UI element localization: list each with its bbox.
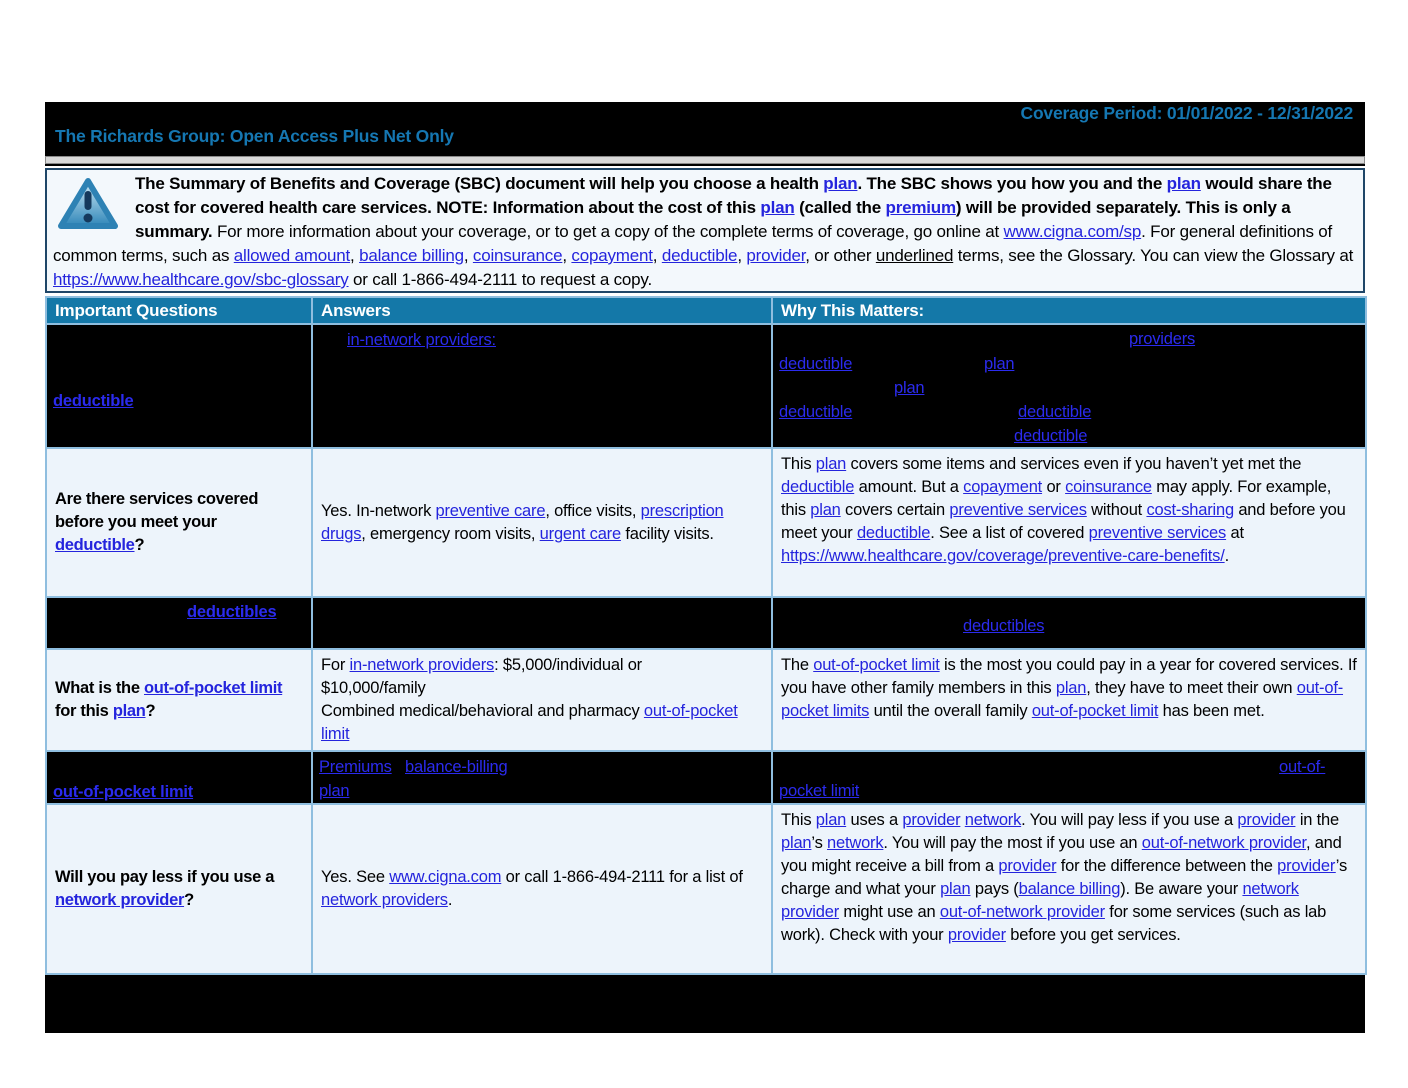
text-segment: or call 1-866-494-2111 to request a copy. <box>348 270 652 289</box>
redacted-term-link[interactable]: deductibles <box>963 617 1045 635</box>
term-link[interactable]: plan <box>760 198 795 217</box>
text-segment: might use an <box>839 903 940 921</box>
text-segment: (called the <box>794 198 886 217</box>
text-segment: For more information about your coverage, or to get a copy of the complete terms of coverage, go online at <box>216 222 1004 241</box>
redacted-term-link[interactable]: plan <box>894 379 925 397</box>
term-link[interactable]: preventive services <box>1088 524 1227 542</box>
text-segment: , <box>652 246 662 265</box>
text-segment: for some services (such as lab work). Check with your <box>781 903 1327 944</box>
text-segment: , <box>350 246 360 265</box>
text-segment: has been met. <box>1158 702 1265 720</box>
term-link[interactable]: plan <box>823 174 858 193</box>
text-segment: ). Be aware your <box>1120 880 1243 898</box>
cell-why-network-provider <box>772 804 1366 974</box>
term-link[interactable]: prescription drugs <box>321 501 724 543</box>
row-out-of-pocket-limit <box>46 649 1366 751</box>
cell-why-deductible <box>772 324 1366 448</box>
term-link[interactable]: premium <box>885 198 956 217</box>
text-segment: ? <box>145 702 156 720</box>
text-segment: ’s <box>811 834 828 852</box>
plan-title: The Richards Group: Open Access Plus Net Only <box>55 126 454 146</box>
term-link[interactable]: provider <box>1277 857 1336 875</box>
text-segment: Yes. In-network <box>321 501 436 520</box>
document-page <box>45 102 1365 1033</box>
redacted-term-link[interactable]: out-of- <box>1279 758 1326 776</box>
text-segment: . <box>447 891 453 909</box>
cell-answer-out-of-pocket-limit <box>312 649 772 751</box>
term-link[interactable]: balance billing <box>359 246 464 265</box>
redacted-term-link[interactable]: deductible <box>1014 427 1088 445</box>
term-link[interactable]: coinsurance <box>1065 478 1152 496</box>
text-segment: , <box>737 246 747 265</box>
text-segment: , or other <box>805 246 876 265</box>
redacted-term-link[interactable]: deductible <box>1018 403 1092 421</box>
table-header-row <box>46 297 1366 324</box>
text-segment: The Summary of Benefits and Coverage (SBC) document will help you choose a health <box>135 174 824 193</box>
text-segment: , <box>562 246 572 265</box>
row-not-in-out-of-pocket-redacted <box>46 751 1366 804</box>
redacted-term-link[interactable]: providers <box>1129 330 1196 348</box>
coverage-period: Coverage Period: 01/01/2022 - 12/31/2022 <box>1020 103 1353 123</box>
cell-question-out-of-pocket-limit <box>46 649 312 751</box>
term-link[interactable]: coinsurance <box>472 246 563 265</box>
text-segment: facility visits. <box>620 524 714 543</box>
cell-question-services-before-deductible <box>46 448 312 597</box>
text-segment: for the difference between the <box>1056 857 1278 875</box>
text-segment: pays ( <box>970 880 1019 898</box>
redacted-term-link[interactable]: balance-billing <box>405 758 508 776</box>
text-segment: and before you meet your <box>781 501 1346 542</box>
redacted-term-link[interactable]: out-of-pocket limit <box>53 783 194 801</box>
text-segment: for this <box>55 702 113 720</box>
text-segment: For <box>321 656 350 674</box>
term-link[interactable]: network providers <box>321 891 448 909</box>
term-link[interactable]: www.cigna.com/sp <box>1003 222 1142 241</box>
col-header-answers: Answers <box>312 297 772 324</box>
term-link[interactable]: provider <box>746 246 806 265</box>
term-link[interactable]: www.cigna.com <box>389 868 502 886</box>
term-link[interactable]: deductible <box>781 478 855 496</box>
row-deductible-redacted <box>46 324 1366 448</box>
text-segment: in the <box>1295 811 1339 829</box>
text-segment: . See a list of covered <box>930 524 1089 542</box>
text-segment: or <box>1042 478 1066 496</box>
text-segment: ) will be provided separately. This is only a summary. <box>135 198 1291 241</box>
text-segment: may apply. For example, this <box>781 478 1332 519</box>
text-segment: without <box>1086 501 1147 519</box>
col-header-important-questions: Important Questions <box>46 297 312 324</box>
redacted-term-link[interactable]: deductible <box>779 355 853 373</box>
term-link[interactable]: copayment <box>571 246 653 265</box>
redacted-term-link[interactable]: deductible <box>779 403 853 421</box>
term-link[interactable]: in-network providers <box>349 656 495 674</box>
term-link[interactable]: out-of-network provider <box>1141 834 1306 852</box>
text-segment: covers some items and services even if you haven’t yet met the <box>846 455 1302 473</box>
cell-question-deductible <box>46 324 312 448</box>
term-link[interactable]: provider <box>902 811 961 829</box>
text-segment: , and you might receive a bill from a <box>781 834 1342 875</box>
row-deductibles-redacted <box>46 597 1366 649</box>
text-segment: is the most you could pay in a year for covered services. If you have other family members in this <box>781 656 1357 697</box>
term-link[interactable]: plan <box>1055 679 1087 697</box>
text-segment: before you get services. <box>1005 926 1181 944</box>
redacted-term-link[interactable]: deductible <box>53 392 134 410</box>
term-link[interactable]: balance billing <box>1018 880 1121 898</box>
text-segment: Combined medical/behavioral and pharmacy <box>321 702 644 720</box>
redacted-term-link[interactable]: Premiums <box>319 758 392 776</box>
warning-icon <box>57 175 119 231</box>
text-segment: uses a <box>846 811 903 829</box>
text-segment: What is the <box>55 679 144 697</box>
text-segment: ’s charge and what your <box>781 857 1347 898</box>
cell-answer-network-provider <box>312 804 772 974</box>
cell-answer-other-deductibles <box>312 597 772 649</box>
title-band <box>45 102 1365 166</box>
text-segment: $10,000/family <box>321 679 426 697</box>
row-network-provider <box>46 804 1366 974</box>
term-link[interactable]: plan <box>810 501 841 519</box>
text-segment: , <box>463 246 473 265</box>
term-link[interactable]: provider <box>947 926 1006 944</box>
redacted-term-link[interactable]: plan <box>319 782 350 800</box>
notice-text <box>53 174 1353 289</box>
text-segment: . The SBC shows you how you and the <box>857 174 1167 193</box>
term-link[interactable]: deductible <box>661 246 738 265</box>
text-segment: , they have to meet their own <box>1086 679 1297 697</box>
text-segment: The <box>781 656 814 674</box>
term-link[interactable]: plan <box>815 811 847 829</box>
term-link[interactable]: out-of-pocket limit <box>1031 702 1159 720</box>
text-segment: until the overall family <box>869 702 1032 720</box>
text-segment: would share the cost for covered health care services. NOTE: Information about the cost of this <box>135 174 1332 217</box>
cell-question-other-deductibles <box>46 597 312 649</box>
term-link[interactable]: copayment <box>963 478 1043 496</box>
term-link[interactable]: urgent care <box>539 524 621 543</box>
term-link[interactable]: plan <box>815 455 847 473</box>
term-link[interactable]: preventive services <box>949 501 1087 519</box>
text-segment: Yes. See <box>321 868 390 886</box>
cell-answer-services-before-deductible <box>312 448 772 597</box>
text-segment: underlined <box>875 246 954 265</box>
text-segment: : $5,000/individual or <box>494 656 642 674</box>
term-link[interactable]: https://www.healthcare.gov/sbc-glossary <box>53 270 349 289</box>
cell-why-out-of-pocket-limit <box>772 649 1366 751</box>
cell-why-services-before-deductible <box>772 448 1366 597</box>
text-segment: at <box>1226 524 1244 542</box>
term-link[interactable]: plan <box>940 880 971 898</box>
text-segment: or call 1-866-494-2111 for a list of <box>501 868 743 886</box>
text-segment: covers certain <box>840 501 950 519</box>
term-link[interactable]: out-of-pocket limit <box>813 656 940 674</box>
term-link[interactable]: provider <box>1237 811 1296 829</box>
term-link[interactable]: plan <box>112 702 146 720</box>
term-link[interactable]: network <box>827 834 884 852</box>
term-link[interactable]: out-of-pocket limits <box>781 679 1344 720</box>
text-segment: . <box>1224 547 1230 565</box>
text-segment: terms, see the Glossary. You can view the Glossary at <box>953 246 1354 265</box>
term-link[interactable]: plan <box>781 834 812 852</box>
term-link[interactable]: deductible <box>55 536 135 554</box>
row-services-before-deductible <box>46 448 1366 597</box>
term-link[interactable]: out-of-network provider <box>939 903 1105 921</box>
redacted-term-link[interactable]: plan <box>984 355 1015 373</box>
text-segment: ? <box>184 891 194 909</box>
term-link[interactable]: network provider <box>55 891 185 909</box>
term-link[interactable]: allowed amount <box>233 246 351 265</box>
text-segment: . You will pay the most if you use an <box>883 834 1142 852</box>
cell-question-network-provider <box>46 804 312 974</box>
cell-answer-not-in-limit <box>312 751 772 804</box>
term-link[interactable]: preventive care <box>435 501 546 520</box>
text-segment: amount. But a <box>854 478 964 496</box>
term-link[interactable]: network provider <box>781 880 1299 921</box>
cell-why-not-in-limit <box>772 751 1366 804</box>
sbc-notice-box <box>45 168 1365 293</box>
text-segment: ? <box>134 536 145 554</box>
term-link[interactable]: https://www.healthcare.gov/coverage/preventive-care-benefits/ <box>781 547 1225 565</box>
redacted-term-link[interactable]: in-network providers: <box>347 331 496 349</box>
text-segment: , office visits, <box>545 501 641 520</box>
term-link[interactable]: out-of-pocket limit <box>144 679 283 697</box>
text-segment: This <box>781 455 816 473</box>
term-link[interactable]: network <box>964 811 1022 829</box>
term-link[interactable]: plan <box>1166 174 1201 193</box>
term-link[interactable]: out-of-pocket limit <box>321 702 738 743</box>
text-segment: . You will pay less if you use a <box>1021 811 1238 829</box>
text-segment: This <box>781 811 816 829</box>
cell-answer-deductible <box>312 324 772 448</box>
col-header-why-this-matters: Why This Matters: <box>772 297 1366 324</box>
sbc-table <box>45 296 1367 975</box>
text-segment: . For general definitions of common terms, such as <box>53 222 1333 265</box>
text-segment: Are there services covered before you meet your <box>55 490 259 531</box>
redacted-term-link[interactable]: pocket limit <box>779 782 860 800</box>
header-divider <box>45 156 1365 164</box>
text-segment: Will you pay less if you use a <box>55 868 275 886</box>
term-link[interactable]: deductible <box>856 524 931 542</box>
term-link[interactable]: cost-sharing <box>1146 501 1234 519</box>
redacted-term-link[interactable]: deductibles <box>187 603 277 621</box>
cell-why-other-deductibles <box>772 597 1366 649</box>
term-link[interactable]: provider <box>998 857 1057 875</box>
footer-redacted-bar <box>45 975 1365 1033</box>
cell-question-not-in-limit <box>46 751 312 804</box>
text-segment: , emergency room visits, <box>361 524 540 543</box>
